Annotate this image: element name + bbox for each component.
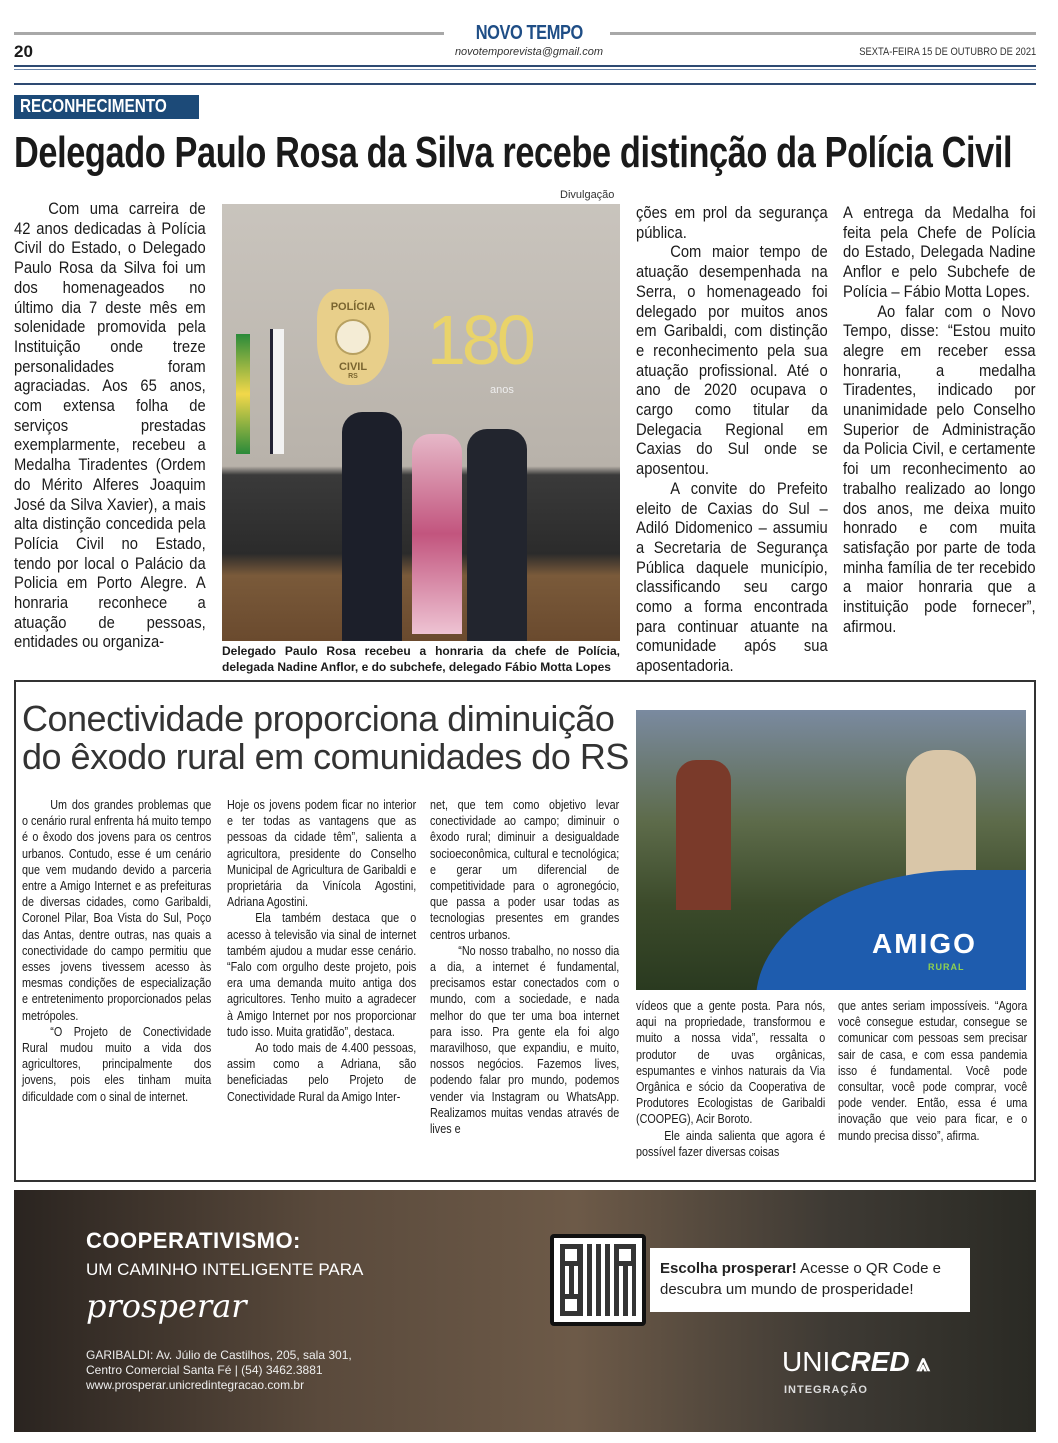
divider [14,83,1036,85]
paragraph: “No nosso trabalho, no nosso dia a dia, a internet é fundamental, precisamos estar conectados com o mundo, com a sociedade, e nada melhor do que ter uma boa internet para isso. Pra gente ela foi algo maravilhoso, que expandiu, e muito, nossos negócios. Fazemos lives, podendo falar pro mundo, podemos vender via Instagram ou WhatsApp. Realizamos muitas vendas através de lives e [430,942,620,1137]
ad-address: GARIBALDI: Av. Júlio de Castilhos, 205, sala 301, Centro Comercial Santa Fé | (54) 3462.3881 www.prosperar.unicredintegracao.com.br [86,1348,352,1392]
paragraph: Hoje os jovens podem ficar no interior e ter todas as vantagens que as pessoas da cidade têm”, salienta a agricultora, presidente do Conselho Municipal de Agricultura de Garibaldi e proprietária da Vinícola Agostini, Adriana Agostini. [227,797,417,910]
article-photo: POLÍCIA CIVIL RS 180 anos [222,204,620,641]
ad-cta: Escolha prosperar! Acesse o QR Code e descubra um mundo de prosperidade! [650,1248,970,1312]
photo-credit: Divulgação [560,189,615,201]
paragraph: Ela também destaca que o acesso à televisão via sinal de internet também ajudou a mudar esse cenário. “Falo com orgulho deste projeto, pois era uma demanda muito antiga dos agricultores. Tenho muito a agradecer à Amigo Internet por nos proporcionar tudo isso. Muita gratidão”, destaca. [227,910,417,1039]
ad-script: prosperar [86,1287,247,1325]
article-column [843,204,1036,637]
brazil-flag [236,334,250,454]
ad-website[interactable]: www.prosperar.unicredintegracao.com.br [86,1378,305,1392]
divider [14,69,1036,70]
unicred-logo: UNICRED ⩓ [782,1346,930,1377]
divider [14,65,1036,67]
article-column [838,998,1027,1144]
photo-caption: Delegado Paulo Rosa recebeu a honraria da chefe de Polícia, delegada Nadine Anflor, e do subchefe, delegado Fábio Motta Lopes [222,644,620,674]
paragraph: “O Projeto de Conectividade Rural mudou muito a vida dos agricultores, principalmente dos jovens, pois eles tinham muita dificuldade com o sinal de internet. [22,1023,212,1104]
paragraph: Ao falar com o Novo Tempo, disse: “Estou muito alegre em receber essa honraria, a medalha Tiradentes, indicado por unanimidade pelo Conselho Superior de Administração da Policia Civil, e certamente foi um reconhecimento ao trabalho realizado ao longo dos anos, me deixa muito honrado e com muita satisfação por parte de toda minha família de ter recebido a maior honraria que a instituição pode fornecer”, afirmou. [843,302,1036,636]
police-badge-icon: POLÍCIA CIVIL RS [317,289,389,385]
issue-date: SEXTA-FEIRA 15 DE OUTUBRO DE 2021 [858,46,1036,58]
article-column [636,998,825,1160]
farmer-figure [676,760,731,910]
page-number: 20 [14,42,33,61]
paragraph: A convite do Prefeito eleito de Caxias do Sul – Adiló Didomenico – assumiu a Secretaria de Segurança Pública daquele município, classificando seu cargo como a forma encontrada para continuar atuante na comunidade após sua aposentadoria. [636,479,828,676]
article-column [636,204,828,677]
article-column [14,200,206,653]
qr-code-icon[interactable] [550,1234,646,1326]
farmer-figure [906,750,976,880]
person [342,412,402,641]
flag [270,329,284,454]
newspaper-brand: NOVO TEMPO [475,22,583,44]
paragraph: A entrega da Medalha foi feita pela Chefe de Polícia do Estado, Delegada Nadine Anflor e pelo Subchefe de Polícia – Fábio Motta Lopes. [843,204,1036,301]
paragraph: vídeos que a gente posta. Para nós, aqui na propriedade, transformou e muito a nossa vida”, ressalta o produtor de uvas orgânicas, espumantes e vinhos naturais da Via Orgânica e sócio da Cooperativa de Produtores Ecologistas de Garibaldi (COOPEG), Acir Boroto. [636,998,826,1127]
paragraph: Ao todo mais de 4.400 pessoas, assim como a Adriana, são beneficiadas pelo Projeto de Conectividade Rural da Amigo Inter- [227,1040,417,1104]
unicred-advertisement[interactable]: COOPERATIVISMO: UM CAMINHO INTELIGENTE PARA prosperar GARIBALDI: Av. Júlio de Castilhos, 205, sala 301, Centro Comercial Santa Fé | (54) 3462.3881 www.prosperar.unicredintegracao.com.br Escolha prosperar! Acesse o QR Code e descubra um mundo de prosperidade! UNICRED ⩓ INTEGRAÇÃO [14,1190,1036,1432]
paragraph: Com maior tempo de atuação desempenhada na Serra, o homenageado foi delegado por muitos anos em Garibaldi, com distinção e reconhecimento pela sua atuação profissional. Até o ano de 2020 ocupava o cargo como titular da Delegacia Regional em Caxias do Sul onde se aposentou. [636,243,828,479]
article-headline: Conectividade proporciona diminuição do êxodo rural em comunidades do RS [22,698,629,777]
article-column [227,797,416,1105]
article-column [22,797,211,1105]
anniversary-number: 180 [427,301,532,379]
person [467,429,527,641]
article-headline: Delegado Paulo Rosa da Silva recebe distinção da Polícia Civil [14,128,1013,177]
amigo-rural-image: AMIGO RURAL [636,710,1026,990]
article-column [430,797,619,1137]
amigo-logo: AMIGO [872,928,977,959]
person [412,434,462,634]
contact-email[interactable]: novotemporevista@gmail.com [454,46,604,58]
paragraph: Com uma carreira de 42 anos dedicadas à Polícia Civil do Estado, o Delegado Paulo Rosa da Silva foi um dos homenageados no último dia 7 deste mês em solenidade promovida pela Instituição onde treze personalidades foram agraciadas. Aos 65 anos, com extensa folha de serviços prestadas exemplarmente, recebeu a Medalha Tiradentes (Ordem do Mérito Alferes Joaquim José da Silva Xavier), a mais alta distinção concedida pela Polícia Civil no Estado, tendo por local o Palácio da Policia em Porto Alegre. A honraria reconhece a atuação de pessoas, entidades ou organiza- [14,200,206,652]
paragraph: que antes seriam impossíveis. “Agora você consegue estudar, consegue se comunicar com pessoas sem precisar sair de casa, e com essa pandemia isso é fundamental. Você pode consultar, você pode comprar, você pode vender. Então, essa é uma inovação que veio para ficar, e o mundo precisa disso”, afirma. [838,998,1028,1143]
ad-title: COOPERATIVISMO: [86,1228,301,1253]
paragraph: ções em prol da segurança pública. [636,204,828,242]
section-tag: RECONHECIMENTO [14,95,199,119]
paragraph: Ele ainda salienta que agora é possível fazer diversas coisas [636,1127,826,1159]
ad-subtitle: UM CAMINHO INTELIGENTE PARA [86,1260,364,1279]
paragraph: net, que tem como objetivo levar conectividade ao campo; diminuir o êxodo rural; diminuir a desigualdade socioeconômica, cultural e tecnológica; e gerar um diferencial de competitividade para o agronegócio, que passa a poder usar todas as tecnologias presentes em grandes centros urbanos. [430,797,620,942]
paragraph: Um dos grandes problemas que o cenário rural enfrenta há muito tempo é o êxodo dos jovens para os centros urbanos. Contudo, esse é um cenário que vem mudando devido a parceria entre a Amigo Internet e as prefeituras de diversas cidades, como Garibaldi, Coronel Pilar, Boa Vista do Sul, Poço das Antas, dentre outras, nas quais a conectividade do campo permitiu que esses jovens tivessem acesso às mesmas condições de especialização e entretenimento proporcionados pelas metrópoles. [22,797,212,1023]
